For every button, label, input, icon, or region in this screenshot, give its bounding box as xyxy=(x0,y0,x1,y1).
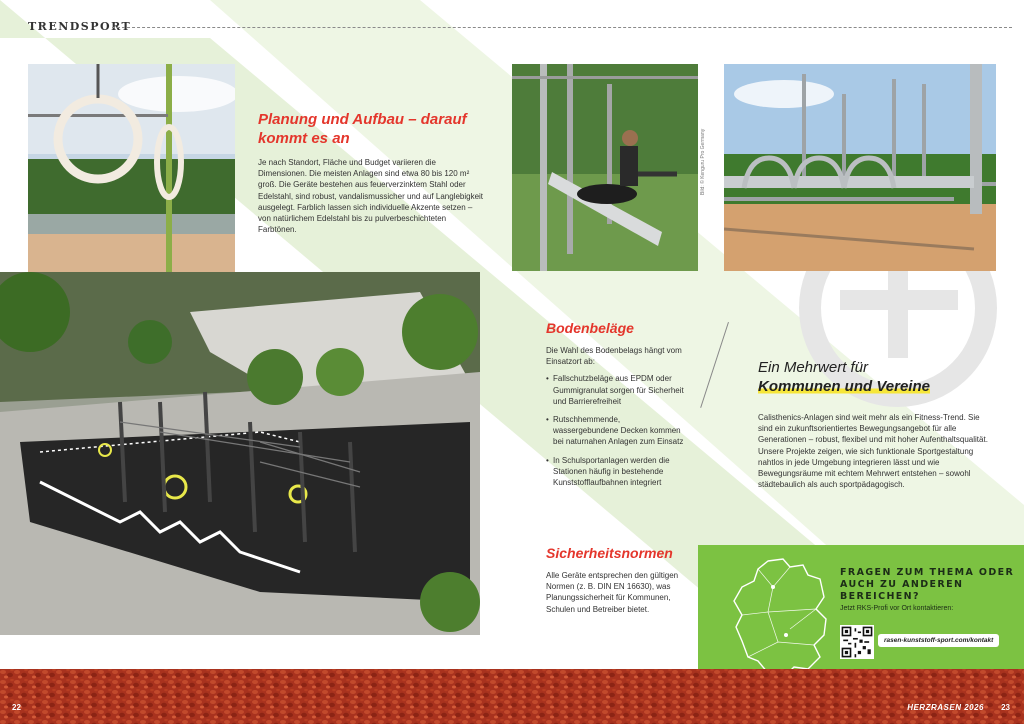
bodenbelaege-content xyxy=(546,345,684,495)
planning-title xyxy=(258,110,467,148)
magazine-name: HERZRASEN 2026 xyxy=(907,703,984,712)
germany-map-icon xyxy=(728,557,833,682)
planning-title-line1: Planung und Aufbau – darauf xyxy=(258,111,467,128)
photo-credit: Bild: © Kenguru Pro Germany xyxy=(700,128,706,195)
mehrwert-body: Calisthenics-Anlagen sind weit mehr als ein Fitness-Trend. Sie sind ein zukunftsorientiertes Bewegungsangebot für alle Generationen – robust, flexibel und mit hoher Aufenthaltsqualität. Unsere Projekte zeigen, wie sich funktionale Sportgestaltung nahtlos in jede Umgebung integrieren lässt und wie Bewegungsräume mit echtem Mehrwert entstehen – sowohl städtebaulich als auch sportpädagogisch. xyxy=(758,413,988,490)
header-divider xyxy=(112,27,1012,28)
list-item: • Rutschhemmende, wassergebundene Decken kommen bei naturnahen Anlagen zum Einsatz xyxy=(546,414,684,448)
cta-title: FRAGEN ZUM THEMA ODER AUCH ZU ANDEREN BEREICHEN? xyxy=(840,567,1015,602)
page-number-left: 22 xyxy=(12,703,21,712)
mehrwert-title-line1: Ein Mehrwert für xyxy=(758,359,869,376)
list-item: • Fallschutzbeläge aus EPDM oder Gummigranulat sorgen für Sicherheit und Barrierefreiheit xyxy=(546,373,684,407)
section-label: TRENDSPORT xyxy=(28,20,132,33)
cta-subtitle: Jetzt RKS-Profi vor Ort kontaktieren: xyxy=(840,605,954,612)
sicherheit-body: Alle Geräte entsprechen den gültigen Normen (z. B. DIN EN 16630), was Planungssicherheit für Kommunen, Schulen und Betreiber bietet. xyxy=(546,571,679,614)
red-turf-band xyxy=(0,669,1024,724)
page-number-right: 23 xyxy=(1001,703,1010,712)
list-item: • In Schulsportanlagen werden die Stationen häufig in bestehende Kunststofflaufbahnen integriert xyxy=(546,455,684,489)
contact-cta-box xyxy=(698,545,1024,687)
photo-bench-exercise xyxy=(512,64,698,271)
planning-title-line2: kommt es an xyxy=(258,130,350,147)
contact-url-link[interactable]: rasen-kunststoff-sport.com/kontakt xyxy=(878,634,999,647)
photo-parallel-bars xyxy=(724,64,996,271)
bodenbelaege-intro: Die Wahl des Bodenbelags hängt vom Einsatzort ab: xyxy=(546,346,682,367)
photo-calisthenics-aerial xyxy=(0,272,480,635)
bodenbelaege-title: Bodenbeläge xyxy=(546,320,634,336)
mehrwert-title xyxy=(758,358,930,396)
qr-code-icon[interactable] xyxy=(840,625,874,659)
planning-body: Je nach Standort, Fläche und Budget variieren die Dimensionen. Die meisten Anlagen sind etwa 80 bis 120 m² groß. Die Geräte bestehen aus feuerverzinktem Stahl oder Edelstahl, sind robust, vandalismussicher und auf Langlebigkeit ausgelegt. Farblich lassen sich individuelle Akzente setzen – von natürlichem Edelstahl bis zu pulverbeschichteten Farbtönen. xyxy=(258,158,484,235)
mehrwert-title-line2: Kommunen und Vereine xyxy=(758,378,930,395)
sicherheit-title: Sicherheitsnormen xyxy=(546,545,673,561)
bodenbelaege-list xyxy=(546,373,684,488)
